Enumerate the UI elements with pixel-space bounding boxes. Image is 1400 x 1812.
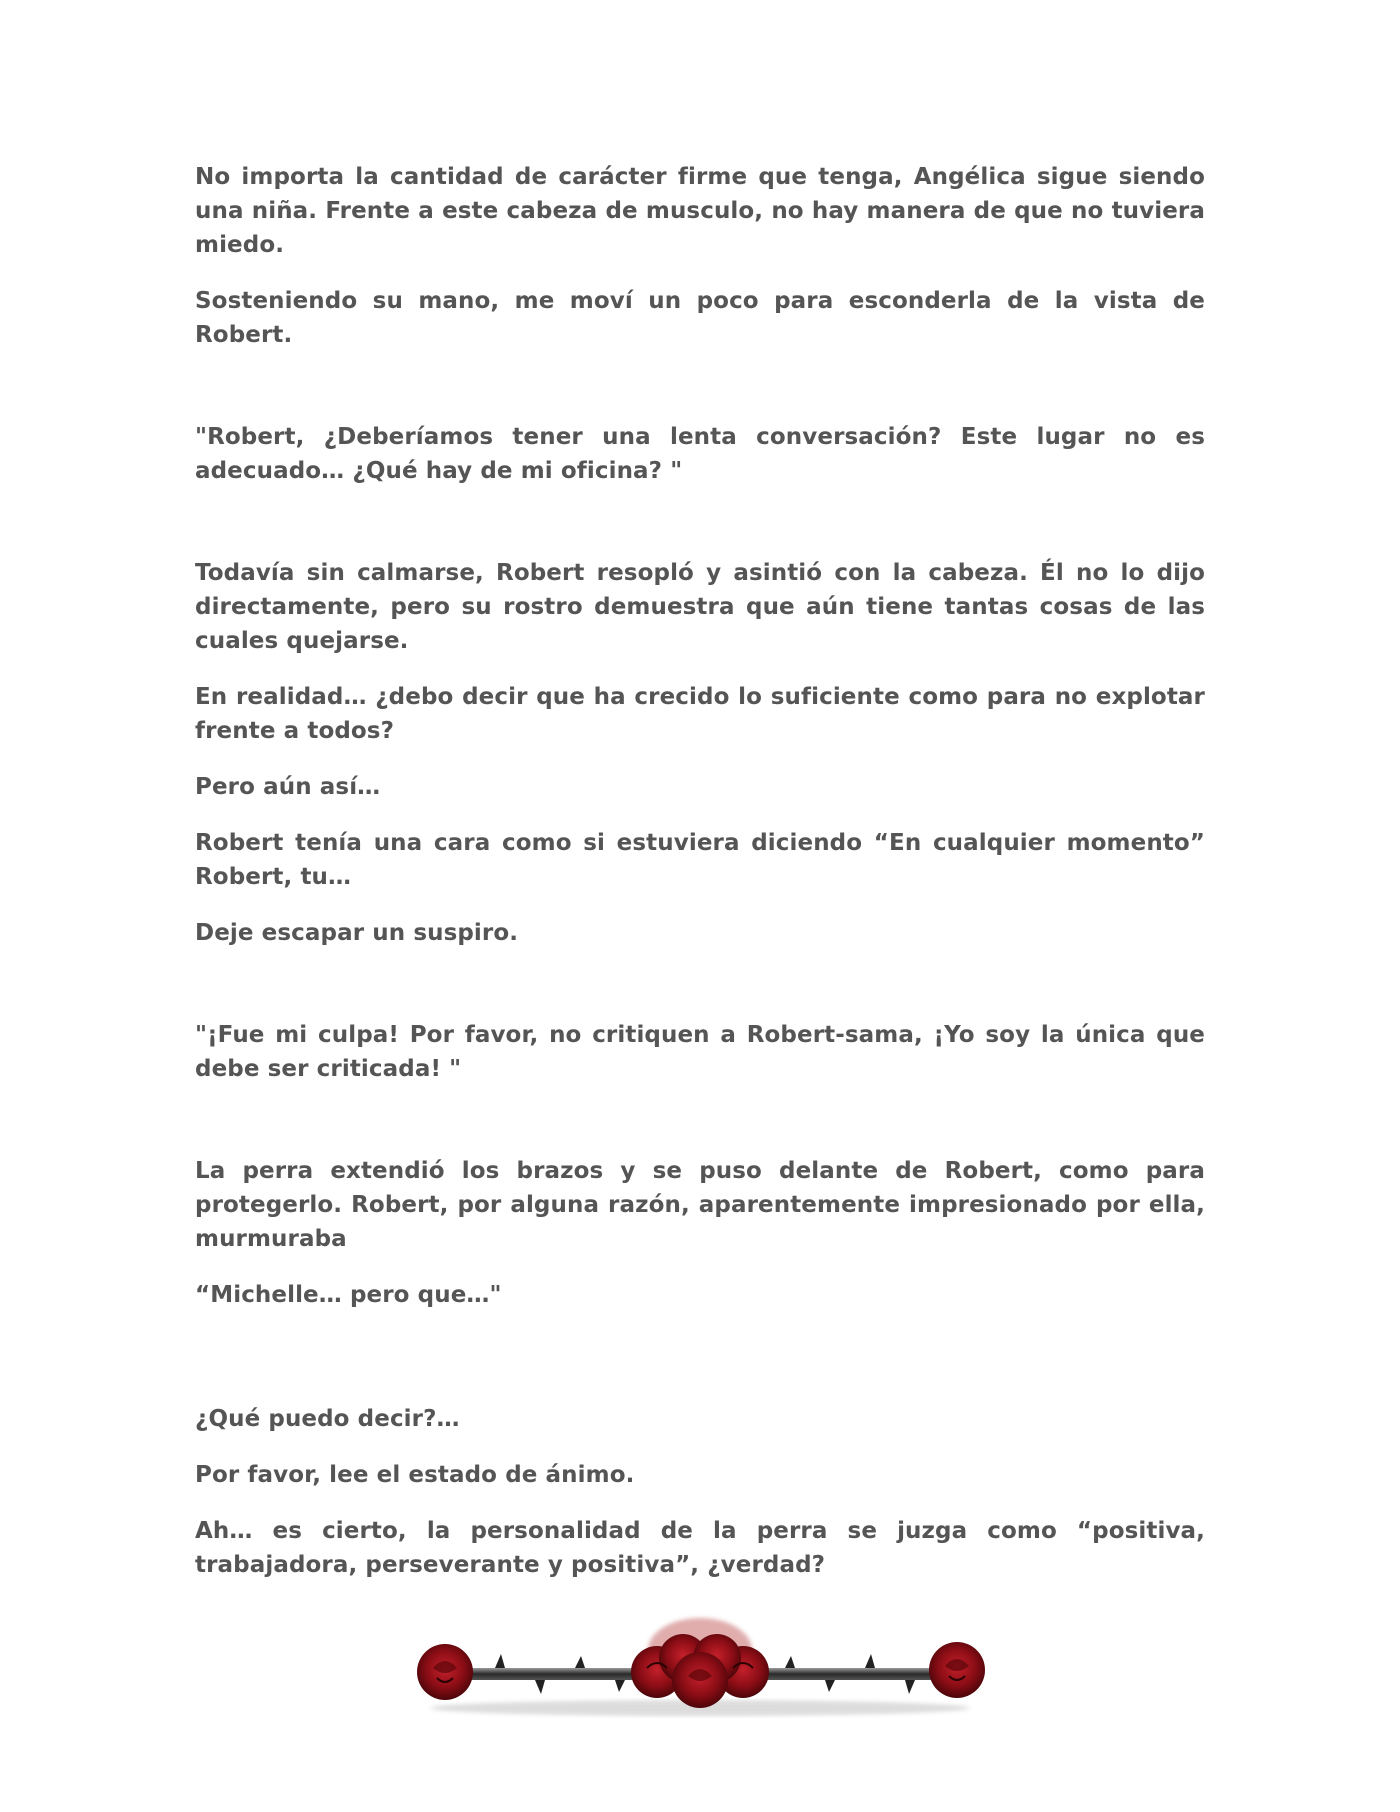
paragraph-11: “Michelle… pero que…"	[195, 1282, 502, 1308]
paragraph-12: ¿Qué puedo decir?…	[195, 1406, 460, 1432]
paragraph-10: La perra extendió los brazos y se puso delante de Robert, como para protegerlo. Robert, por alguna razón, aparentemente impresionado por ella, murmuraba	[195, 1158, 1205, 1252]
paragraph-6: Pero aún así…	[195, 774, 381, 800]
paragraph-7: Robert tenía una cara como si estuviera diciendo “En cualquier momento” Robert, tu…	[195, 830, 1205, 890]
paragraph-1: No importa la cantidad de carácter firme que tenga, Angélica sigue siendo una niña. Frente a este cabeza de musculo, no hay manera de que no tuviera miedo.	[195, 164, 1205, 258]
rose-divider-icon	[405, 1610, 995, 1730]
paragraph-9: "¡Fue mi culpa! Por favor, no critiquen a Robert-sama, ¡Yo soy la única que debe ser criticada! "	[195, 1022, 1205, 1082]
document-body	[195, 160, 1205, 1604]
paragraph-13: Por favor, lee el estado de ánimo.	[195, 1462, 635, 1488]
paragraph-14: Ah… es cierto, la personalidad de la perra se juzga como “positiva, trabajadora, perseverante y positiva”, ¿verdad?	[195, 1518, 1205, 1578]
paragraph-8: Deje escapar un suspiro.	[195, 920, 519, 946]
paragraph-2: Sosteniendo su mano, me moví un poco para esconderla de la vista de Robert.	[195, 288, 1205, 348]
paragraph-5: En realidad… ¿debo decir que ha crecido lo suficiente como para no explotar frente a todos?	[195, 684, 1205, 744]
paragraph-3: "Robert, ¿Deberíamos tener una lenta conversación? Este lugar no es adecuado… ¿Qué hay de mi oficina? "	[195, 424, 1205, 484]
paragraph-4: Todavía sin calmarse, Robert resopló y asintió con la cabeza. Él no lo dijo directamente, pero su rostro demuestra que aún tiene tantas cosas de las cuales quejarse.	[195, 560, 1205, 654]
